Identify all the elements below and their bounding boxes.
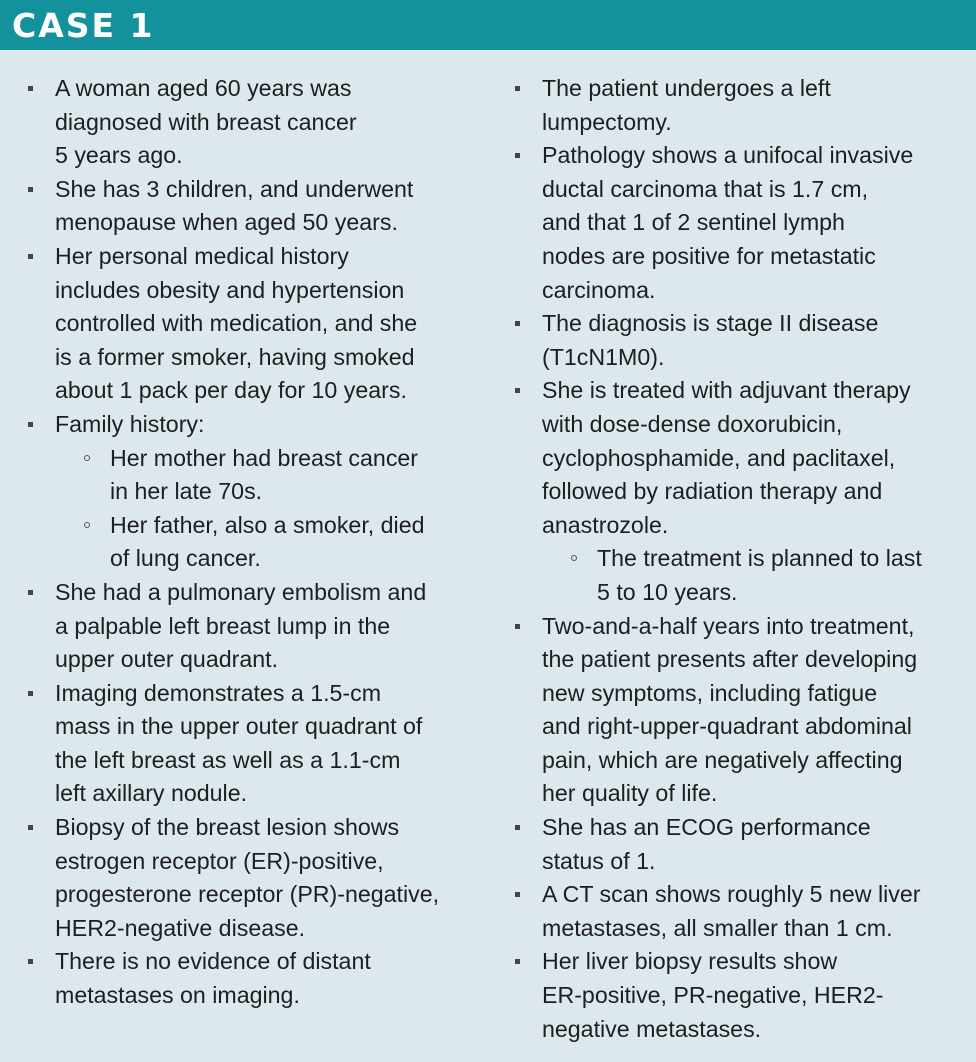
bullet-text: Her father, also a smoker, died of lung cancer. — [110, 511, 425, 572]
bullet-item — [26, 173, 478, 240]
bullet-text: She is treated with adjuvant therapy with dose-dense doxorubicin, cyclophosphamide, and paclitaxel, followed by radiation therapy and anastrozole. — [542, 377, 911, 538]
bullet-text: She has 3 children, and underwent menopause when aged 50 years. — [55, 175, 414, 236]
bullet-text: She has an ECOG performance status of 1. — [542, 814, 871, 874]
case-body — [0, 50, 976, 1062]
bullet-text: Family history: — [55, 410, 205, 437]
bullet-text: The diagnosis is stage II disease (T1cN1M0). — [542, 310, 879, 370]
bullet-item — [513, 139, 963, 307]
bullet-item — [513, 811, 963, 878]
bullet-item — [513, 945, 963, 1046]
bullet-item — [26, 408, 478, 442]
bullet-item — [26, 811, 478, 945]
bullet-text: Her mother had breast cancer in her late 70s. — [110, 444, 419, 505]
bullet-text: Two-and-a-half years into treatment, the patient presents after developing new symptoms, including fatigue and right-upper-quadrant abdominal pain, which are negatively affecting her quality of life. — [542, 612, 918, 807]
bullet-item — [26, 240, 478, 408]
sub-bullet-item — [513, 542, 963, 609]
bullet-item — [513, 307, 963, 374]
bullet-text: Pathology shows a unifocal invasive ductal carcinoma that is 1.7 cm, and that 1 of 2 sentinel lymph nodes are positive for metastatic carcinoma. — [542, 142, 914, 303]
bullet-text: A CT scan shows roughly 5 new liver metastases, all smaller than 1 cm. — [542, 881, 921, 941]
bullet-text: A woman aged 60 years was diagnosed with breast cancer 5 years ago. — [55, 75, 357, 169]
bullet-item — [26, 677, 478, 811]
left-column — [26, 72, 478, 1013]
left-bullet-list — [26, 72, 478, 1013]
bullet-item — [26, 72, 478, 173]
bullet-item — [513, 610, 963, 812]
bullet-text: Her personal medical history includes obesity and hypertension controlled with medication, and she is a former smoker, having smoked about 1 pack per day for 10 years. — [55, 242, 418, 404]
sub-bullet-item — [26, 509, 478, 576]
bullet-item — [513, 72, 963, 139]
bullet-text: The treatment is planned to last 5 to 10 years. — [597, 545, 922, 605]
bullet-text: The patient undergoes a left lumpectomy. — [542, 75, 831, 135]
bullet-text: She had a pulmonary embolism and a palpable left breast lump in the upper outer quadrant. — [55, 578, 427, 673]
bullet-text: Biopsy of the breast lesion shows estrogen receptor (ER)-positive, progesterone receptor (PR)-negative, HER2-negative disease. — [55, 814, 440, 941]
bullet-item — [513, 878, 963, 945]
bullet-item — [26, 576, 478, 677]
sub-bullet-item — [26, 442, 478, 509]
case-title: CASE 1 — [12, 5, 155, 45]
bullet-item — [26, 945, 478, 1012]
bullet-item — [513, 374, 963, 542]
bullet-text: There is no evidence of distant metastases on imaging. — [55, 948, 371, 1009]
right-bullet-list — [513, 72, 963, 1046]
case-header — [0, 0, 976, 50]
bullet-text: Imaging demonstrates a 1.5-cm mass in the upper outer quadrant of the left breast as well as a 1.1-cm left axillary nodule. — [55, 679, 423, 807]
bullet-text: Her liver biopsy results show ER-positive, PR-negative, HER2- negative metastases. — [542, 948, 884, 1042]
right-column — [513, 72, 963, 1046]
